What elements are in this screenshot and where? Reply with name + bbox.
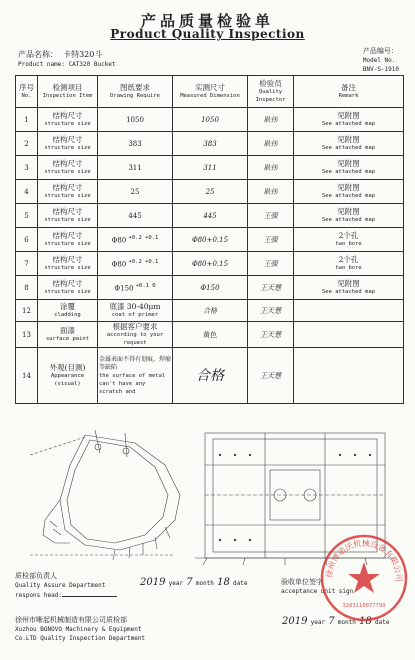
row-drawing: 根据客户要求 according to your request (98, 322, 173, 348)
company-seal-stamp (318, 532, 410, 624)
row-inspector: 王天慧 (248, 322, 294, 348)
row-measured: 合格 (173, 300, 248, 322)
date1-month: 7 (186, 577, 193, 588)
row-no: 7 (16, 252, 38, 276)
row-item: 结构尺寸 structure size (38, 180, 98, 204)
date1-day: 18 (217, 577, 230, 588)
title-en: Product Quality Inspection (110, 27, 305, 41)
product-no-value: BNV-S-1910 (362, 66, 399, 73)
accept-en: acceptance unit sign (281, 588, 354, 595)
row-no: 3 (16, 156, 38, 180)
product-name-label: 产品名称： (18, 50, 58, 59)
date2-day: 18 (359, 616, 372, 627)
company-en-1: Xuzhou BONOVO Machinery & Equipment (15, 626, 142, 633)
row-measured: Φ150 (173, 276, 248, 300)
row-drawing: 25 (98, 180, 173, 204)
row-item: 外观(目测) Appearance (visual) (38, 348, 98, 404)
row-measured: 25 (173, 180, 248, 204)
row-remark: 2个孔 two bore (294, 252, 404, 276)
row-item: 结构尺寸 structure size (38, 228, 98, 252)
row-inspector: 王天慧 (248, 276, 294, 300)
row-measured: Φ80+0.15 (173, 252, 248, 276)
row-measured: 445 (173, 204, 248, 228)
row-item: 结构尺寸 structure size (38, 108, 98, 132)
col-item: 检测项目 Inspection Item (38, 76, 98, 108)
title-cn: 产品质量检验单 (140, 12, 274, 30)
col-measured: 实测尺寸 Measured Dimension (173, 76, 248, 108)
row-measured: 合格 (173, 348, 248, 404)
respons-head-label: respons head: (15, 592, 62, 599)
col-no: 序号 No. (16, 76, 38, 108)
company-cn: 徐州市晰起机械制造有限公司质检部 (15, 616, 127, 624)
row-item: 结构尺寸 structure size (38, 204, 98, 228)
col-remark: 备注 Remark (294, 76, 404, 108)
table-row (16, 108, 404, 132)
stamp-text: 徐州博诺沃机械设备有限公司 (324, 538, 404, 582)
product-no-label-en: Model No. (362, 57, 396, 64)
row-inspector: 王天慧 (248, 348, 294, 404)
row-no: 5 (16, 204, 38, 228)
row-drawing: 383 (98, 132, 173, 156)
row-inspector: 耿伟 (248, 180, 294, 204)
row-no: 6 (16, 228, 38, 252)
table-row (16, 228, 404, 252)
row-inspector: 耿伟 (248, 132, 294, 156)
product-name-cn: 卡特320斗 (63, 50, 103, 59)
row-inspector: 耿伟 (248, 156, 294, 180)
stamp-code: 3203110077790 (342, 603, 386, 609)
row-no: 8 (16, 276, 38, 300)
row-drawing: 金属表面不得有划痕，焊瘤等缺陷 the surface of metal can't have any scratch and (98, 348, 173, 404)
row-remark: 见附图 See attached map (294, 180, 404, 204)
row-remark: 见附图 See attached map (294, 132, 404, 156)
table-row (16, 252, 404, 276)
date1-year: 2019 (140, 577, 166, 588)
row-no: 14 (16, 348, 38, 404)
tolerance: +0.1 0 (135, 283, 156, 290)
col-drawing: 图纸要求 Drawing Require (98, 76, 173, 108)
accept-date: 2019 year 7 month 18 date (282, 616, 390, 627)
row-inspector: 王天慧 (248, 300, 294, 322)
row-measured: 1050 (173, 108, 248, 132)
qa-date: 2019 year 7 month 18 date (140, 577, 248, 588)
product-name-en: Product name: CAT320 Bucket (18, 61, 116, 68)
row-measured: 383 (173, 132, 248, 156)
row-item: 结构尺寸 structure size (38, 276, 98, 300)
company-en-2: Co.LTD Quality Inspection Department (15, 635, 146, 642)
table-row (16, 132, 404, 156)
qa-department (15, 572, 117, 600)
row-remark: 2个孔 two bore (294, 228, 404, 252)
row-measured: 311 (173, 156, 248, 180)
row-remark (294, 348, 404, 404)
table-row (16, 180, 404, 204)
row-inspector: 王强 (248, 252, 294, 276)
date2-year: 2019 (282, 616, 308, 627)
row-item: 面漆 surface paint (38, 322, 98, 348)
row-drawing: Φ80 $^{+0.2 +0.1}$ (98, 228, 173, 252)
row-drawing: 445 (98, 204, 173, 228)
row-drawing: Φ80 $^{+0.2 +0.1}$ (98, 252, 173, 276)
row-remark: 见附图 See attached map (294, 156, 404, 180)
table-row (16, 204, 404, 228)
table-row (16, 276, 404, 300)
row-measured: 黄色 (173, 322, 248, 348)
qa-dept-cn: 质检部负责人 (15, 572, 57, 580)
product-no-label-cn: 产品编号： (362, 47, 398, 55)
row-item: 涂覆 cladding (38, 300, 98, 322)
table-row (16, 322, 404, 348)
row-no: 4 (16, 180, 38, 204)
row-drawing: 1050 (98, 108, 173, 132)
row-inspector: 王强 (248, 204, 294, 228)
row-inspector: 耿伟 (248, 108, 294, 132)
tolerance: +0.2 +0.1 (128, 259, 159, 266)
row-item: 结构尺寸 structure size (38, 156, 98, 180)
row-item: 结构尺寸 structure size (38, 252, 98, 276)
table-row (16, 348, 404, 404)
row-no: 13 (16, 322, 38, 348)
row-remark: 见附图 See attached map (294, 204, 404, 228)
product-name (18, 50, 116, 70)
table-header (16, 76, 404, 108)
col-inspector: 检验员 Quality Inspector (248, 76, 294, 108)
row-no: 12 (16, 300, 38, 322)
row-remark (294, 322, 404, 348)
table-row (16, 156, 404, 180)
accept-cn: 验收单位签字 (281, 578, 323, 586)
qa-dept-en: Quality Assure Department (15, 582, 106, 589)
row-remark: 见附图 See attached map (294, 276, 404, 300)
row-drawing: 311 (98, 156, 173, 180)
product-number (363, 47, 399, 74)
row-inspector: 王强 (248, 228, 294, 252)
row-no: 1 (16, 108, 38, 132)
table-row (16, 300, 404, 322)
date2-month: 7 (328, 616, 335, 627)
tolerance: +0.2 +0.1 (128, 235, 159, 242)
star-icon (348, 562, 380, 593)
row-measured: Φ80+0.15 (173, 228, 248, 252)
row-remark: 见附图 See attached map (294, 108, 404, 132)
inspection-table (15, 75, 404, 404)
signature-line (62, 590, 117, 597)
row-drawing: Φ150 $^{+0.1 0}$ (98, 276, 173, 300)
row-remark (294, 300, 404, 322)
company-name (15, 616, 145, 643)
row-drawing: 底漆 30-40μm coat of primer (98, 300, 173, 322)
row-item: 结构尺寸 structure size (38, 132, 98, 156)
row-no: 2 (16, 132, 38, 156)
